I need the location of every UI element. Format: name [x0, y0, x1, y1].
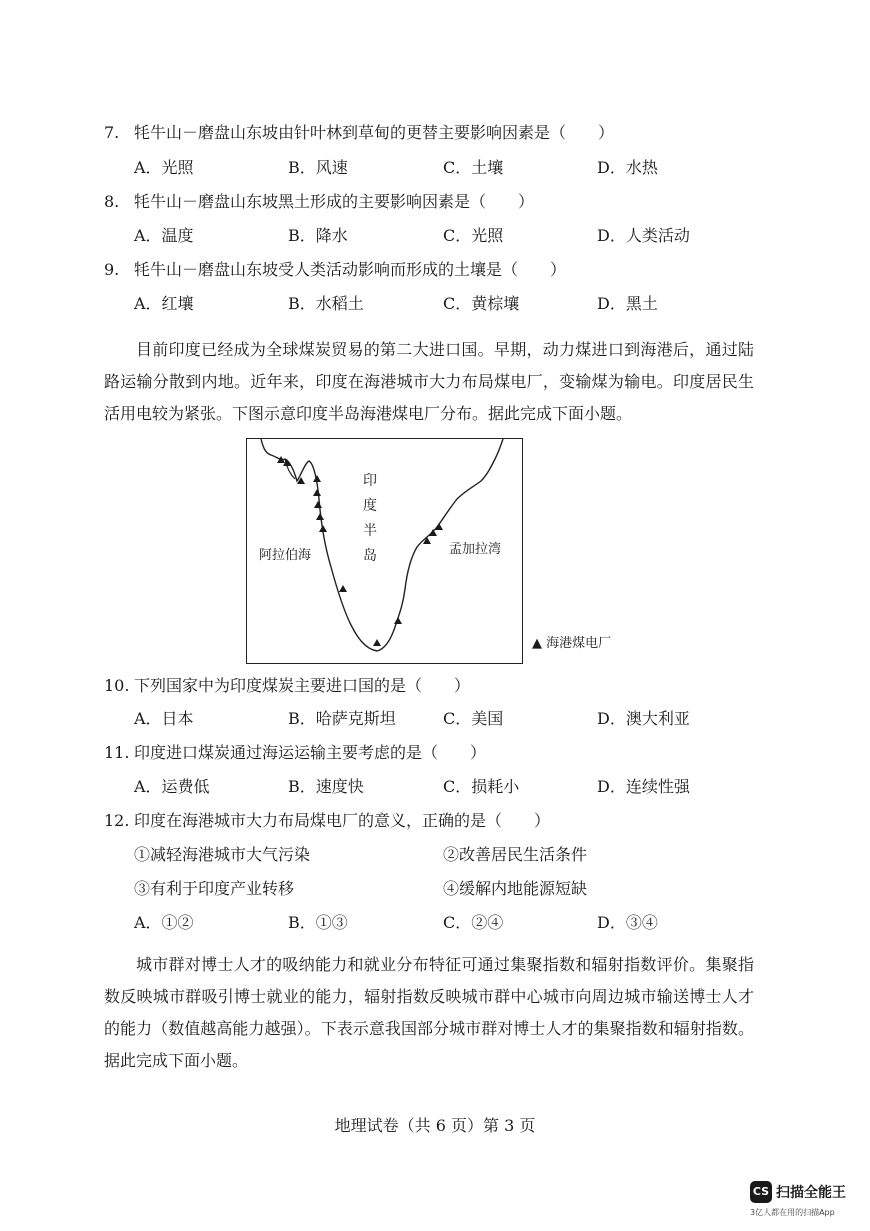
- scanner-subtitle: 3亿人都在用的扫描App: [750, 1208, 835, 1217]
- question-12-option-d: D．③④: [597, 913, 658, 932]
- question-12-stem: 印度在海港城市大力布局煤电厂的意义，正确的是（ ）: [134, 811, 551, 830]
- power-plant-marker: [339, 585, 347, 592]
- camscanner-logo-icon: CS: [750, 1181, 772, 1203]
- question-9-option-c: C．黄棕壤: [443, 294, 520, 313]
- question-7-option-a: A．光照: [134, 158, 194, 177]
- question-8-option-b: B．降水: [288, 226, 348, 245]
- question-11-stem: 印度进口煤炭通过海运运输主要考虑的是（ ）: [134, 743, 487, 762]
- question-11-option-b: B．速度快: [288, 777, 364, 796]
- power-plant-marker: [423, 537, 431, 544]
- question-12-statement-1: ①减轻海港城市大气污染: [134, 845, 311, 864]
- question-8-option-d: D．人类活动: [597, 226, 690, 245]
- power-plant-marker: [429, 529, 437, 536]
- question-8-stem: 牦牛山－磨盘山东坡黑土形成的主要影响因素是（ ）: [134, 192, 535, 211]
- question-9-option-d: D．黑土: [597, 294, 658, 313]
- scanner-watermark: [750, 1181, 846, 1217]
- question-10-number: 10.: [104, 676, 130, 695]
- question-7-option-d: D．水热: [597, 158, 658, 177]
- question-9-option-a: A．红壤: [134, 294, 194, 313]
- question-12-statement-4: ④缓解内地能源短缺: [443, 879, 588, 898]
- question-10-option-b: B．哈萨克斯坦: [288, 709, 396, 728]
- question-10-option-a: A．日本: [134, 709, 194, 728]
- power-plant-marker: [394, 617, 402, 624]
- question-8-number: 8.: [104, 192, 120, 211]
- question-10-option-c: C．美国: [443, 709, 504, 728]
- label-arabian-sea: 阿拉伯海: [259, 548, 312, 563]
- question-12-number: 12.: [104, 811, 130, 830]
- question-12-option-a: A．①②: [134, 913, 194, 932]
- scanner-title: 扫描全能王: [776, 1185, 846, 1201]
- power-plant-marker: [319, 525, 327, 532]
- question-8-option-a: A．温度: [134, 226, 194, 245]
- question-12-statement-3: ③有利于印度产业转移: [134, 879, 295, 898]
- question-7-number: 7.: [104, 123, 120, 142]
- power-plant-marker: [373, 639, 381, 646]
- question-7-option-b: B．风速: [288, 158, 348, 177]
- power-plant-marker: [316, 513, 324, 520]
- india-peninsula-map: [246, 438, 523, 664]
- question-8-option-c: C．光照: [443, 226, 504, 245]
- power-plant-marker: [313, 475, 321, 482]
- passage-india-coal: 目前印度已经成为全球煤炭贸易的第二大进口国。早期，动力煤进口到海港后，通过陆路运输分散到内地。近年来，印度在海港城市大力布局煤电厂，变输煤为输电。印度居民生活用电较为紧张。下图示意印度半岛海港煤电厂分布。据此完成下面小题。: [104, 340, 754, 423]
- question-11-number: 11.: [104, 743, 130, 762]
- power-plant-marker: [314, 501, 322, 508]
- question-10-option-d: D．澳大利亚: [597, 709, 690, 728]
- map-legend: ▲ 海港煤电厂: [532, 636, 612, 651]
- passage-phd-talent: 城市群对博士人才的吸纳能力和就业分布特征可通过集聚指数和辐射指数评价。集聚指数反映城市群吸引博士就业的能力，辐射指数反映城市群中心城市向周边城市输送博士人才的能力（数值越高能力越强）。下表示意我国部分城市群对博士人才的集聚指数和辐射指数。据此完成下面小题。: [104, 955, 754, 1070]
- label-bay-of-bengal: 孟加拉湾: [449, 542, 502, 557]
- page-footer: 地理试卷（共 6 页）第 3 页: [334, 1116, 536, 1135]
- question-12-statement-2: ②改善居民生活条件: [443, 845, 588, 864]
- question-7-option-c: C．土壤: [443, 158, 504, 177]
- question-9-option-b: B．水稻土: [288, 294, 364, 313]
- label-india-peninsula: 印度半岛: [363, 473, 377, 564]
- question-11-option-c: C．损耗小: [443, 777, 520, 796]
- power-plant-marker: [313, 489, 321, 496]
- question-9-number: 9.: [104, 260, 120, 279]
- question-10-stem: 下列国家中为印度煤炭主要进口国的是（ ）: [134, 676, 471, 695]
- question-12-option-c: C．②④: [443, 913, 504, 932]
- question-9-stem: 牦牛山－磨盘山东坡受人类活动影响而形成的土壤是（ ）: [134, 260, 567, 279]
- question-7-stem: 牦牛山－磨盘山东坡由针叶林到草甸的更替主要影响因素是（ ）: [134, 123, 615, 142]
- question-12-option-b: B．①③: [288, 913, 348, 932]
- question-11-option-d: D．连续性强: [597, 777, 690, 796]
- question-11-option-a: A．运费低: [134, 777, 210, 796]
- power-plant-marker: [435, 523, 443, 530]
